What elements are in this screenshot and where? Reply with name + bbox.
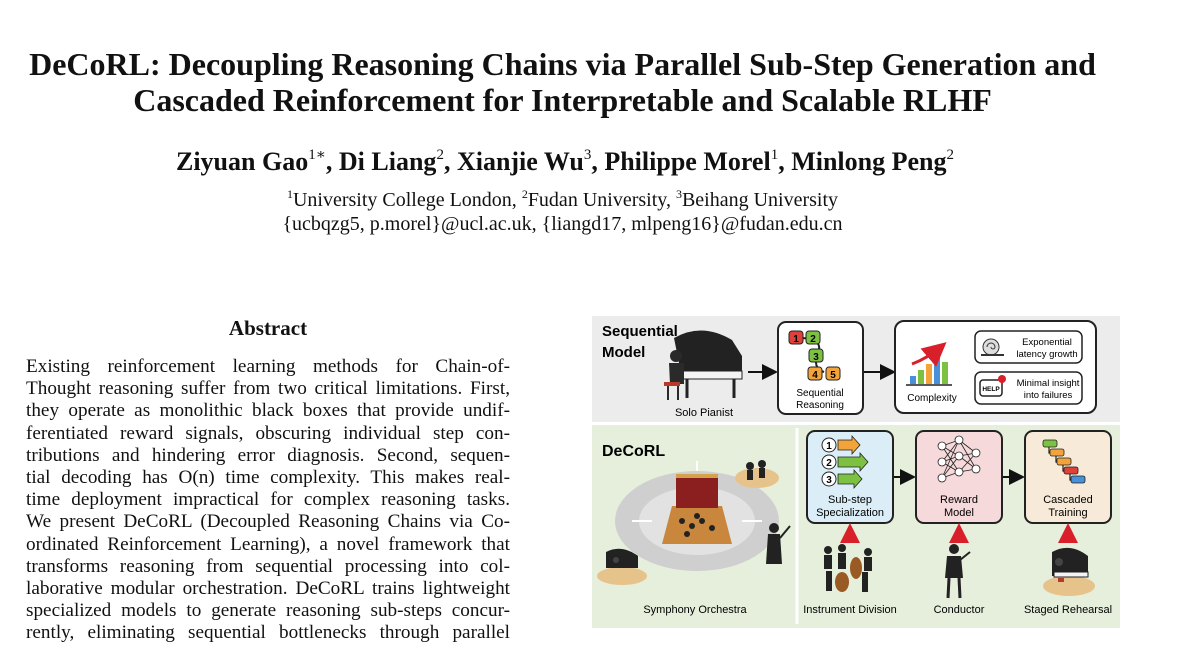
svg-text:4: 4 (812, 370, 818, 381)
abstract-line: specialized models to generate reasoning sub-steps concur- (26, 600, 510, 622)
affiliations (0, 188, 1125, 236)
abstract-line: Existing reinforcement learning methods for Chain-of- (26, 356, 510, 377)
svg-text:3: 3 (813, 352, 819, 363)
reward-model-line1: Reward (940, 494, 978, 506)
sub-step-line1: Sub-step (827, 494, 873, 506)
svg-text:into failures: into failures (1023, 390, 1073, 401)
solo-pianist-caption: Solo Pianist (674, 407, 734, 419)
sequential-reasoning-line2: Reasoning (796, 400, 844, 411)
svg-text:HELP: HELP (982, 386, 1000, 393)
svg-text:2: 2 (826, 458, 832, 469)
abstract-body (26, 356, 510, 645)
abstract-line: ordinated Reinforcement Learning), a novel framework that (26, 533, 510, 555)
sequential-label-line2: Model (602, 344, 646, 361)
svg-text:5: 5 (830, 370, 836, 381)
author: Philippe Morel$^1$, (604, 147, 792, 176)
title-line-1: DeCoRL: Decoupling Reasoning Chains via Parallel Sub-Step Generation and (29, 46, 1096, 82)
symphony-orchestra-caption: Symphony Orchestra (643, 604, 747, 616)
author: Di Liang$^2$, (338, 147, 457, 176)
abstract-line: tributions and hindering error diagnosis. Second, sequen- (26, 444, 510, 466)
figure-svg (592, 316, 1120, 628)
sequential-reasoning-line1: Sequential (796, 388, 844, 399)
decorl-label: DeCoRL (602, 443, 666, 460)
staged-rehearsal-caption: Staged Rehearsal (1023, 604, 1113, 616)
abstract-line: they operate as monolithic black boxes that provide undif- (26, 400, 510, 422)
sequential-label-line1: Sequential (602, 323, 678, 340)
cascaded-line1: Cascaded (1043, 494, 1093, 506)
svg-text:1: 1 (793, 334, 799, 345)
svg-text:Minimal insight: Minimal insight (1016, 378, 1080, 389)
paper-title (0, 46, 1125, 118)
abstract-line: transforms reasoning from sequential processing into col- (26, 555, 510, 577)
svg-text:Exponential: Exponential (1022, 337, 1072, 348)
svg-text:2: 2 (810, 334, 816, 345)
svg-text:1: 1 (826, 441, 832, 452)
sub-step-line2: Specialization (816, 507, 884, 519)
abstract-line: rently, eliminating sequential bottlenecks through parallel (26, 622, 510, 644)
abstract-line: laborative modular orchestration. DeCoRL trains lightweight (26, 578, 510, 600)
author: Minlong Peng$^2$ (791, 147, 954, 176)
email-line: {ucbqzg5, p.morel}@ucl.ac.uk, {liangd17, mlpeng16}@fudan.edu.cn (282, 213, 843, 235)
instrument-division-caption: Instrument Division (803, 604, 897, 616)
svg-text:3: 3 (826, 475, 832, 486)
abstract-line: ferentiated reward signals, obscuring individual step con- (26, 422, 510, 444)
affiliation-line: $^1$University College London, $^2$Fudan University, $^3$Beihang University (286, 187, 839, 211)
reward-model-line2: Model (944, 507, 974, 519)
complexity-label: Complexity (907, 393, 957, 404)
overview-figure (592, 316, 1120, 628)
abstract-line: Thought reasoning suffer from two critical limitations. First, (26, 378, 510, 400)
author: Ziyuan Gao$^{1∗}$, (175, 147, 339, 176)
svg-text:latency growth: latency growth (1016, 349, 1078, 360)
author-list (0, 146, 1130, 178)
author: Xianjie Wu$^3$, (456, 147, 605, 176)
title-line-2: Cascaded Reinforcement for Interpretable and Scalable RLHF (133, 82, 992, 118)
abstract-heading: Abstract (228, 316, 308, 340)
abstract-line: We present DeCoRL (Decoupled Reasoning Chains via Co- (26, 511, 510, 533)
cascaded-line2: Training (1048, 507, 1088, 519)
conductor-caption: Conductor (933, 604, 985, 616)
abstract-line: tial decoding has O(n) time complexity. This makes real- (26, 467, 510, 489)
abstract-line: time deployment impractical for complex reasoning tasks. (26, 489, 510, 511)
